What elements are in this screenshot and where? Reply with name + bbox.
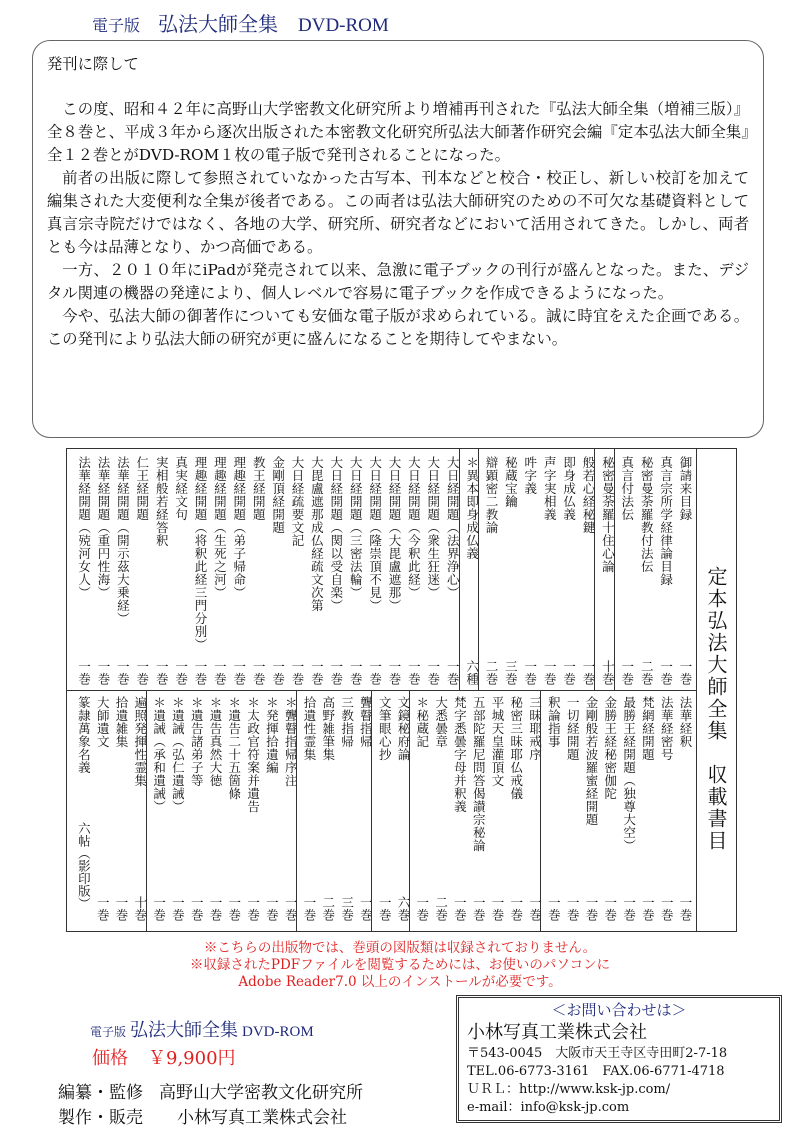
book-count: 一巻 [170,896,186,921]
book-title: 吽字義 [522,456,538,495]
book-count: 一巻 [678,896,693,921]
header-title: 弘法大師全集 [158,12,279,36]
book-title: 最勝王経開題（独尊大空） [621,696,637,852]
book-title: 三教指帰 [339,696,355,748]
book-title: 平城天皇灌頂文 [490,696,505,787]
book-count: 一巻 [358,896,374,921]
book-title: 金剛頂経開題 [270,456,286,534]
book-title: 大日経開題（隆崇頂不見） [367,456,383,612]
contents-title-column [696,448,734,932]
book-count: 一巻 [527,896,543,921]
product-title: 弘法大師全集 [130,1020,239,1041]
book-title: 法華経開題（重円性海） [96,456,111,599]
book-count: 一巻 [377,896,393,921]
book-count: 一巻 [425,660,441,685]
book-title: 篆隷萬象名義 [76,696,92,774]
header-dvd: DVD-ROM [298,15,389,36]
book-title: 大悉曇章 [433,696,449,748]
column-separator [146,690,147,932]
book-count: 一巻 [231,660,247,685]
book-title: ＊聾瞽指帰序注 [283,696,299,787]
column-separator [540,690,541,932]
book-title: 声字実相義 [542,456,558,521]
intro-paragraph: 今や、弘法大師の御著作についても安価な電子版が求められている。誠に時宜をえた企画である。この発刊により弘法大師の研究が更に盛んになることを期待してやまない。 [47,307,749,348]
book-title: 辯顕密二教論 [484,456,499,534]
contact-company: 小林写真工業株式会社 [467,1022,647,1043]
book-count: 一巻 [151,896,167,921]
contact-email[interactable]: e-mail：info@ksk-jp.com [467,1100,630,1115]
book-count: 一巻 [212,660,228,685]
contact-address: 〒543-0045 大阪市天王寺区寺田町2-7-18 [467,1046,728,1061]
book-title: 仁王経開題 [134,456,150,521]
book-title: 秘蔵宝鑰 [503,456,519,508]
book-title: 五部陀羅尼問答偈讃宗秘論 [471,696,487,852]
note-line: ※こちらの出版物では、巻頭の図版類は収録されておりません。 [203,940,597,956]
book-count: 一巻 [565,896,581,921]
book-count: 一巻 [115,660,131,685]
book-count: 一巻 [245,896,261,921]
book-title: 理趣経開題（将釈此経三門分別） [193,456,208,651]
book-title: 梵字悉曇字母并釈義 [452,696,468,813]
column-separator [296,690,297,932]
book-count: 一巻 [270,660,286,685]
contents-divider [66,690,696,691]
book-count: 一巻 [678,660,693,685]
column-separator [459,448,460,690]
book-count: 一巻 [452,896,468,921]
book-title: 法華経密号 [659,696,675,761]
book-title: 大日経開題（三密法輪） [348,456,364,599]
book-title: ＊遺告二十五箇條 [226,696,242,800]
contact-tel: TEL.06-6773-3161 FAX.06-6771-4718 [467,1064,725,1079]
note-line: ※収録されたPDFファイルを閲覧するためには、お使いのパソコンに [189,957,611,973]
credit-label: 製作・販売 [58,1108,143,1128]
book-count: 一巻 [658,660,674,685]
book-count: 一巻 [95,896,111,921]
book-count: 一巻 [406,660,422,685]
credit-editor [58,1078,363,1103]
book-count: 一巻 [208,896,223,921]
book-count: 一巻 [619,660,635,685]
book-count: 一巻 [348,660,364,685]
book-count: 一巻 [114,896,129,921]
page-header [92,8,389,37]
book-title: 御請来目録 [678,456,693,521]
column-separator [594,448,595,690]
book-title: 即身成仏義 [561,456,577,521]
book-title: ＊異本即身成仏義 [464,456,480,560]
book-title: ＊遺誡（弘仁遺誡） [170,696,186,813]
book-title: 拾遺雑集 [114,696,129,748]
book-title: ＊秘蔵記 [414,696,430,748]
intro-paragraph: 前者の出版に際して参照されていなかった古写本、刊本などと校合・校正し、新しい校訂を加えて編集された大変便利な全集が後者である。この両者は弘法大師研究のための不可欠な基礎資料として真言宗寺院だけではなく、各地の大学、研究所、研究者などにおいて活用されてきた。しかし、両者とも今は品薄となり、かつ高価である。 [47,169,749,256]
book-title: 法華経開題（開示茲大乗経） [115,456,131,625]
book-count: 一巻 [189,896,205,921]
book-title: ＊遺告真然大徳 [208,696,223,787]
credit-value: 小林写真工業株式会社 [177,1108,347,1128]
book-title: ＊太政官符案并遺告 [245,696,261,813]
book-count: 一巻 [581,660,596,685]
book-count: 一巻 [96,660,111,685]
book-count: 一巻 [387,660,402,685]
book-count: 一巻 [264,896,280,921]
book-title: 真言宗所学経律論目録 [658,456,674,586]
book-title: 教王経開題 [251,456,267,521]
book-title: 釈論指事 [546,696,562,748]
book-title: 大日経開題（関以受自楽） [328,456,344,612]
book-count: 二巻 [320,896,336,921]
book-title: 大毘盧遮那成仏経疏文次第 [309,456,325,612]
book-title: 秘密三昧耶仏戒儀 [508,696,524,800]
book-title: 三昧耶戒序 [527,696,543,761]
book-count: 三巻 [339,896,355,921]
book-title: 遍照発揮性霊集 [132,696,148,787]
note-line: Adobe Reader7.0 以上のインストールが必要です。 [238,974,562,990]
book-title: 聾瞽指帰 [358,696,374,748]
column-separator [614,448,615,690]
column-separator [409,690,410,932]
book-count: 十巻 [600,660,616,685]
book-title: 法華経開題（殑河女人） [76,456,92,599]
book-count: 一巻 [193,660,208,685]
book-title: 金勝王経秘密伽陀 [602,696,618,800]
book-count: 二巻 [484,660,499,685]
book-title: 実相般若経答釈 [154,456,170,547]
book-count: 六帖（影印版） [76,822,92,910]
credit-seller [58,1103,347,1128]
book-title: 真実経文句 [173,456,189,521]
book-title: 文鏡秘府論 [396,696,411,761]
book-title: ＊遺誡（承和遺誡） [151,696,167,813]
book-count: 一巻 [490,896,505,921]
book-count: 十巻 [132,896,148,921]
book-title: 理趣経開題（生死之河） [212,456,228,599]
book-count: 一巻 [283,896,299,921]
product-edition: 電子版 [90,1025,127,1039]
book-title: 般若心経秘鍵 [581,456,596,534]
book-title: 秘密曼荼羅教付法伝 [639,456,655,573]
header-edition: 電子版 [92,16,141,35]
credit-value: 高野山大学密教文化研究所 [159,1083,363,1103]
book-count: 一巻 [602,896,618,921]
book-count: 一巻 [640,896,656,921]
book-title: 大日経開題（大毘盧遮那） [387,456,402,612]
book-count: 一巻 [561,660,577,685]
product-price [92,1044,236,1070]
book-title: 梵網経開題 [640,696,656,761]
book-count: 一巻 [471,896,487,921]
book-count: 一巻 [367,660,383,685]
book-count: 二巻 [639,660,655,685]
column-separator [478,448,479,690]
intro-paragraph: 一方、２０１０年にiPadが発売されて以来、急激に電子ブックの刊行が盛んとなった。また、デジタル関連の機器の発達により、個人レベルで容易に電子ブックを作成できるようになった。 [47,261,749,302]
book-count: 一巻 [76,660,92,685]
book-count: 一巻 [621,896,637,921]
book-title: ＊遺告諸弟子等 [189,696,205,787]
book-title: 理趣経開題（弟子帰命） [231,456,247,599]
price-label: 価格 [92,1048,128,1069]
book-count: 一巻 [173,660,189,685]
column-separator [371,690,372,932]
book-count: 一巻 [445,660,461,685]
book-count: 一巻 [251,660,267,685]
book-title: 真言付法伝 [619,456,635,521]
book-count: 一巻 [290,660,305,685]
price-value: ￥9,900円 [148,1048,236,1069]
book-title: 一切経開題 [565,696,581,761]
book-title: ＊発揮拾遺編 [264,696,280,774]
book-title: 大日経開題（今釈此経） [406,456,422,599]
book-count: 一巻 [659,896,675,921]
book-count: 一巻 [154,660,170,685]
credit-label: 編纂・監修 [58,1083,143,1103]
product-name [90,1016,314,1042]
book-title: 金剛般若波羅蜜経開題 [584,696,599,826]
book-title: 高野雑筆集 [320,696,336,761]
contact-box [456,995,782,1123]
contact-url[interactable]: ＵＲＬ：http://www.ksk-jp.com/ [467,1082,671,1097]
book-title: 法華経釈 [678,696,693,748]
book-title: 大日経疏要文記 [290,456,305,547]
book-count: 一巻 [328,660,344,685]
book-count: 二巻 [433,896,449,921]
product-dvd: DVD-ROM [242,1024,314,1040]
book-count: 一巻 [542,660,558,685]
book-title: 文筆眼心抄 [377,696,393,761]
intro-title: 発刊に際して [47,55,139,73]
book-count: 一巻 [584,896,599,921]
book-title: 拾遺性霊集 [302,696,317,761]
book-count: 一巻 [508,896,524,921]
book-count: 六巻 [396,896,411,921]
book-count: 一巻 [522,660,538,685]
book-title: 大日経開題（法界浄心） [445,456,461,599]
book-count: 一巻 [226,896,242,921]
book-count: 三巻 [503,660,519,685]
contact-header: ＜お問い合わせは＞ [551,1001,687,1019]
book-count: 一巻 [309,660,325,685]
book-count: 一巻 [134,660,150,685]
book-title: 大師遺文 [95,696,111,748]
book-title: 大日経開題（衆生狂迷） [425,456,441,599]
notes [0,940,800,991]
book-count: 一巻 [302,896,317,921]
book-title: 秘密曼荼羅十住心論 [600,456,616,573]
contents-title: 定本弘法大師全集 収載書目 [704,566,728,852]
intro-box [32,40,764,438]
book-count: 六種 [464,660,480,685]
intro-paragraph: この度、昭和４２年に高野山大学密教文化研究所より増補再刊された『弘法大師全集（増補三版）』全８巻と、平成３年から逐次出版された本密教文化研究所弘法大師著作研究会編『定本弘法大師全集』全１２巻とがDVD-ROM１枚の電子版で発刊されることになった。 [47,100,749,164]
book-count: 一巻 [546,896,562,921]
book-count: 一巻 [414,896,430,921]
